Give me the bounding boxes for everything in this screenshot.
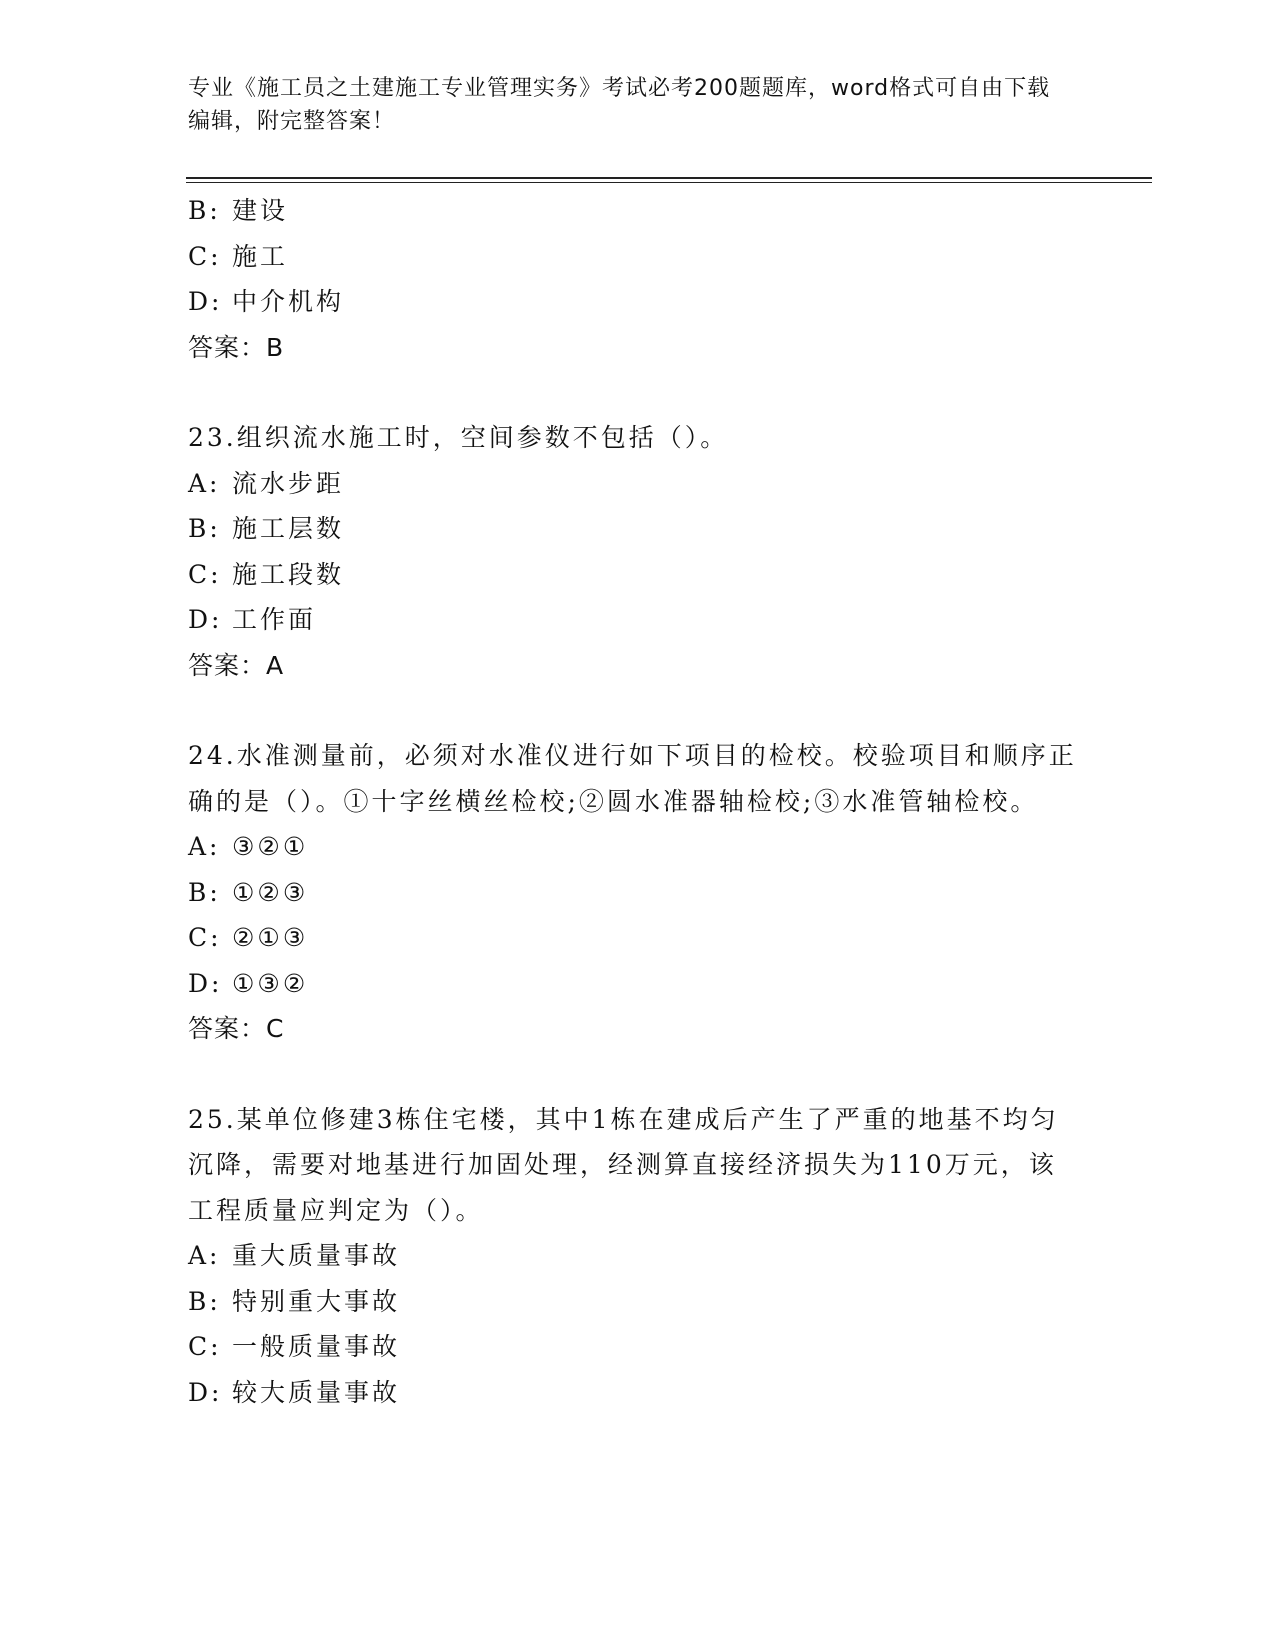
spacer xyxy=(188,1052,1078,1097)
option-d: D: 工作面 xyxy=(188,605,317,634)
question-text: 23.组织流水施工时，空间参数不包括（）。 xyxy=(188,423,729,452)
option-c: C: 一般质量事故 xyxy=(188,1332,401,1361)
answer-line: 答案：A xyxy=(188,650,285,680)
option-a: A: 流水步距 xyxy=(188,468,345,498)
header-rule-thick xyxy=(186,177,1152,179)
question-list xyxy=(188,188,1078,1415)
option-c: C: 施工段数 xyxy=(188,559,345,589)
page-header: 专业《施工员之土建施工专业管理实务》考试必考200题题库，word格式可自由下载编辑，附完整答案！ xyxy=(188,76,1051,134)
option-b: B: 施工层数 xyxy=(188,514,345,543)
option-c: C: ②①③ xyxy=(188,923,309,952)
answer-line: 答案：C xyxy=(188,1014,285,1043)
option-b: B: 特别重大事故 xyxy=(188,1286,401,1316)
option-b: B: 建设 xyxy=(188,196,289,225)
option-d: D: 较大质量事故 xyxy=(188,1377,401,1407)
question-25 xyxy=(188,1097,1078,1416)
question-text: 25.某单位修建3栋住宅楼，其中1栋在建成后产生了严重的地基不均匀沉降，需要对地基进行加固处理，经测算直接经济损失为110万元，该工程质量应判定为（）。 xyxy=(188,1104,1059,1225)
option-a: A: ③②① xyxy=(188,832,309,861)
option-b: B: ①②③ xyxy=(188,877,309,907)
spacer xyxy=(188,688,1078,733)
header-rule-thin xyxy=(186,182,1152,183)
question-23 xyxy=(188,415,1078,688)
answer-line: 答案：B xyxy=(188,332,285,362)
spacer xyxy=(188,370,1078,415)
option-d: D: ①③② xyxy=(188,968,309,998)
option-a: A: 重大质量事故 xyxy=(188,1241,401,1270)
option-c: C: 施工 xyxy=(188,241,289,271)
question-text: 24.水准测量前，必须对水准仪进行如下项目的检校。校验项目和顺序正确的是（）。①十字丝横丝检校;②圆水准器轴检校;③水准管轴检校。 xyxy=(188,741,1077,816)
question-24 xyxy=(188,733,1078,1052)
previous-question-tail xyxy=(188,188,1078,370)
option-d: D: 中介机构 xyxy=(188,287,345,316)
